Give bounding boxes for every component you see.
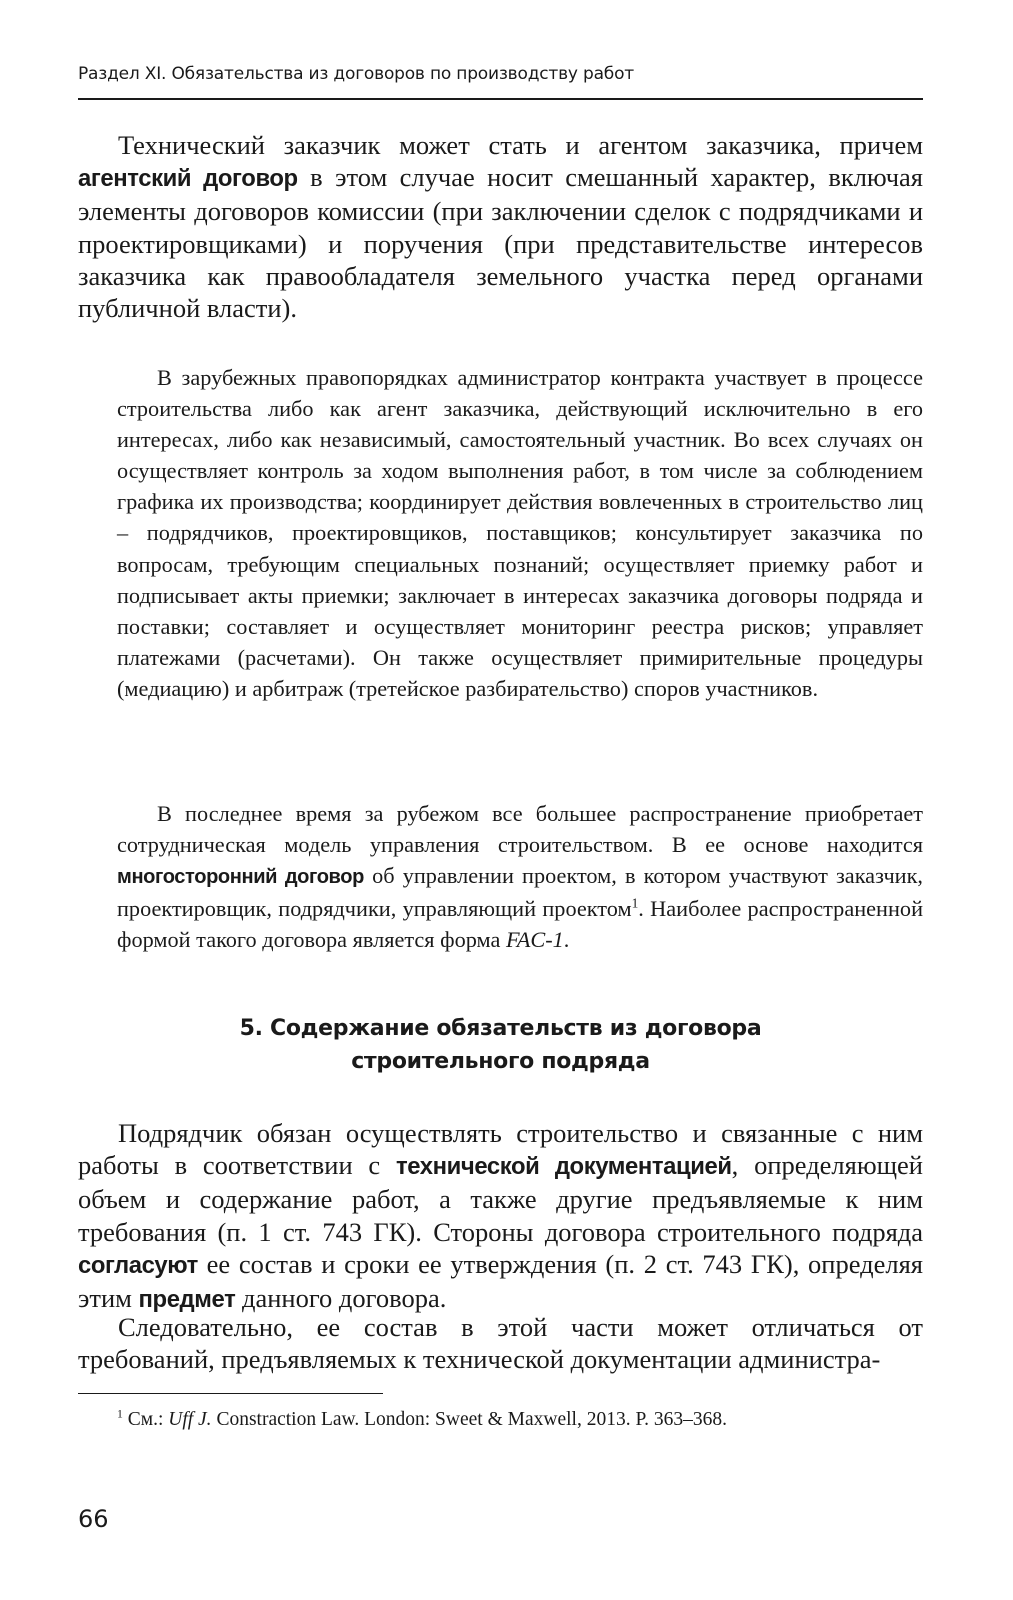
footnote-author: Uff J. (168, 1409, 212, 1430)
bold-term: предмет (138, 1286, 236, 1314)
text-run: Constraction Law. London: Sweet & Maxwell, 2013. P. 363–368. (211, 1409, 727, 1430)
italic-term: FAC-1 (505, 927, 564, 953)
bold-term: многосторонний договор (117, 866, 364, 889)
header-rule (78, 98, 923, 100)
text-run: ее состав и сроки ее утверждения (п. 2 ст. 743 ГК), определяя этим (78, 1248, 923, 1314)
section-heading (78, 1012, 923, 1078)
footnote-rule (78, 1393, 383, 1394)
bold-term: агентский договор (78, 165, 298, 193)
paragraph-foreign-practice: В зарубежных правопорядках администратор контракта участвует в процессе строительства либо как агент заказчика, действующий исключительно в его интересах, либо как независимый, самостоятельный участник. Во всех случаях он осуществляет контроль за ходом выполнения работ, в том числе за соблюдением графика их производства; координирует действия вовлеченных в строительство лиц – подрядчиков, проектировщиков, поставщиков; консультирует заказчика по вопросам, требующим специальных познаний; осуществляет приемку работ и подписывает акты приемки; заключает в интересах заказчика договоры подряда и поставки; составляет и осуществляет мониторинг реестра рисков; управляет платежами (расчетами). Он также осуществляет примирительные процедуры (медиацию) и арбитраж (третейское разбирательство) споров участников. (117, 365, 923, 701)
text-run: . (563, 927, 570, 953)
page-number: 66 (78, 1505, 109, 1533)
text-run: . Наиболее распространенной формой такого договора является форма (117, 896, 924, 953)
paragraph-contractor-duties (78, 1117, 923, 1316)
text-run: в этом случае носит смешанный характер, включая элементы договоров комиссии (при заключении сделок с подрядчиками и проектировщиками) и поручения (при представительстве интересов заказчика как правообладателя земельного участка перед органами публичной власти). (78, 162, 923, 324)
footnote-number: 1 (117, 1407, 123, 1421)
paragraph-collaborative-model (117, 798, 923, 955)
footnote-reference: 1 (631, 895, 639, 911)
paragraph-technical-customer (78, 129, 923, 324)
footnote (117, 1407, 923, 1433)
text-run: Технический заказчик может стать и агентом заказчика, причем (118, 130, 923, 160)
running-header: Раздел XI. Обязательства из договоров по производству работ (78, 64, 634, 84)
section-heading-line: 5. Содержание обязательств из договора (239, 1016, 762, 1041)
section-heading-line: строительного подряда (351, 1049, 650, 1074)
text-run: Подрядчик обязан осуществлять строительство и связанные с ним работы в соответствии с (78, 1118, 923, 1181)
text-run: , определяющей объем и содержание работ, а также другие предъявляемые к ним требования (п. 1 ст. 743 ГК). Стороны договора строительного подряда (78, 1150, 923, 1247)
text-run: См.: (122, 1409, 169, 1430)
bold-term: технической документацией (395, 1153, 732, 1181)
text-run: В последнее время за рубежом все большее распространение приобретает сотрудническая модель управления строительством. В ее основе находится (117, 801, 923, 858)
paragraph-consequently: Следовательно, ее состав в этой части может отличаться от требований, предъявляемых к технической документации администра- (78, 1312, 923, 1375)
text-run: об управлении проектом, в котором участвуют заказчик, проектировщик, подрядчики, управляющий проектом (117, 863, 923, 922)
text-run: данного договора. (235, 1283, 447, 1314)
bold-term: согласуют (78, 1251, 198, 1279)
